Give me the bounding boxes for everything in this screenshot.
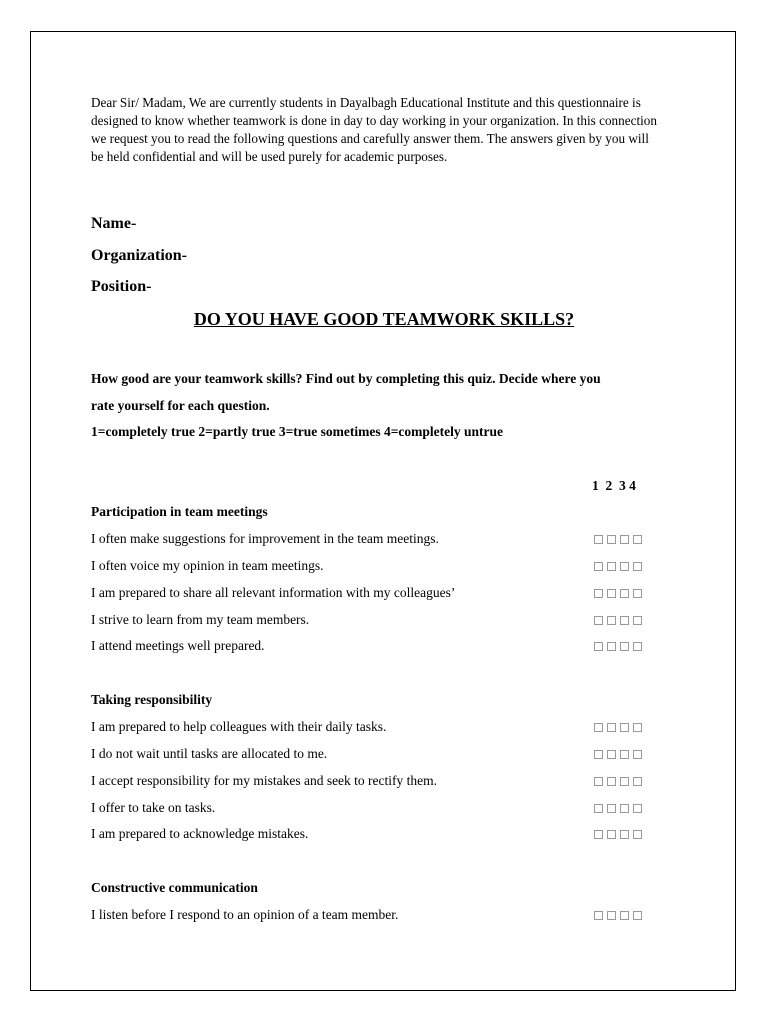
rating-checkboxes [594,535,642,544]
rating-3-checkbox[interactable] [620,804,629,813]
organization-field-label: Organization- [91,247,187,264]
rating-2-checkbox[interactable] [607,535,616,544]
rating-2-checkbox[interactable] [607,723,616,732]
question-item: I strive to learn from my team members. [91,612,310,627]
rating-1-checkbox[interactable] [594,911,603,920]
rating-checkboxes [594,911,642,920]
rating-1-checkbox[interactable] [594,830,603,839]
rating-1-checkbox[interactable] [594,616,603,625]
rating-3-checkbox[interactable] [620,830,629,839]
rating-checkboxes [594,589,642,598]
rating-3-checkbox[interactable] [620,642,629,651]
rating-4-checkbox[interactable] [633,616,642,625]
question-item: I do not wait until tasks are allocated to me. [91,746,328,761]
rating-3-checkbox[interactable] [620,589,629,598]
section-heading-responsibility: Taking responsibility [91,692,213,707]
rating-4-checkbox[interactable] [633,777,642,786]
rating-3-checkbox[interactable] [620,750,629,759]
document-page [30,31,736,991]
rating-3-checkbox[interactable] [620,723,629,732]
page-title: DO YOU HAVE GOOD TEAMWORK SKILLS? [193,309,575,329]
question-item: I offer to take on tasks. [91,800,216,815]
question-item: I accept responsibility for my mistakes and seek to rectify them. [91,773,438,788]
rating-3-checkbox[interactable] [620,777,629,786]
rating-2-checkbox[interactable] [607,830,616,839]
section-heading-communication: Constructive communication [91,880,258,895]
rating-2-checkbox[interactable] [607,750,616,759]
rating-4-checkbox[interactable] [633,642,642,651]
rating-3-checkbox[interactable] [620,562,629,571]
rating-checkboxes [594,777,642,786]
position-field-label: Position- [91,278,152,295]
section-heading-participation: Participation in team meetings [91,504,268,519]
rating-2-checkbox[interactable] [607,589,616,598]
rating-checkboxes [594,804,642,813]
rating-3-checkbox[interactable] [620,911,629,920]
rating-scale-legend: 1=completely true 2=partly true 3=true sometimes 4=completely untrue [91,424,504,439]
rating-checkboxes [594,562,642,571]
rating-2-checkbox[interactable] [607,804,616,813]
rating-2-checkbox[interactable] [607,562,616,571]
question-item: I often voice my opinion in team meetings. [91,558,324,573]
rating-2-checkbox[interactable] [607,911,616,920]
intro-paragraph: Dear Sir/ Madam, We are currently students in Dayalbagh Educational Institute and this questionnaire is designed to know whether teamwork is done in day to day working in your organization. In this connection we request you to read the following questions and carefully answer them. The answers given by you will be held confidential and will be used purely for academic purposes. [91,95,657,164]
rating-4-checkbox[interactable] [633,535,642,544]
rating-checkboxes [594,750,642,759]
instructions-line-2: rate yourself for each question. [91,398,270,413]
name-field-label: Name- [91,215,137,232]
rating-checkboxes [594,616,642,625]
rating-4-checkbox[interactable] [633,723,642,732]
rating-2-checkbox[interactable] [607,642,616,651]
question-item: I am prepared to share all relevant information with my colleagues’ [91,585,456,600]
rating-3-checkbox[interactable] [620,616,629,625]
rating-1-checkbox[interactable] [594,804,603,813]
rating-3-checkbox[interactable] [620,535,629,544]
rating-scale-header: 1 2 3 4 [592,478,636,493]
rating-2-checkbox[interactable] [607,616,616,625]
rating-2-checkbox[interactable] [607,777,616,786]
rating-4-checkbox[interactable] [633,911,642,920]
rating-4-checkbox[interactable] [633,562,642,571]
rating-1-checkbox[interactable] [594,589,603,598]
instructions-line-1: How good are your teamwork skills? Find out by completing this quiz. Decide where you [91,371,601,386]
rating-1-checkbox[interactable] [594,750,603,759]
question-item: I am prepared to help colleagues with their daily tasks. [91,719,387,734]
rating-4-checkbox[interactable] [633,589,642,598]
question-item: I attend meetings well prepared. [91,638,265,653]
rating-checkboxes [594,642,642,651]
rating-1-checkbox[interactable] [594,562,603,571]
rating-4-checkbox[interactable] [633,804,642,813]
question-item: I am prepared to acknowledge mistakes. [91,826,309,841]
rating-4-checkbox[interactable] [633,830,642,839]
rating-1-checkbox[interactable] [594,535,603,544]
question-item: I often make suggestions for improvement in the team meetings. [91,531,439,546]
rating-1-checkbox[interactable] [594,723,603,732]
rating-4-checkbox[interactable] [633,750,642,759]
rating-checkboxes [594,723,642,732]
question-item: I listen before I respond to an opinion of a team member. [91,907,399,922]
rating-1-checkbox[interactable] [594,642,603,651]
rating-1-checkbox[interactable] [594,777,603,786]
rating-checkboxes [594,830,642,839]
